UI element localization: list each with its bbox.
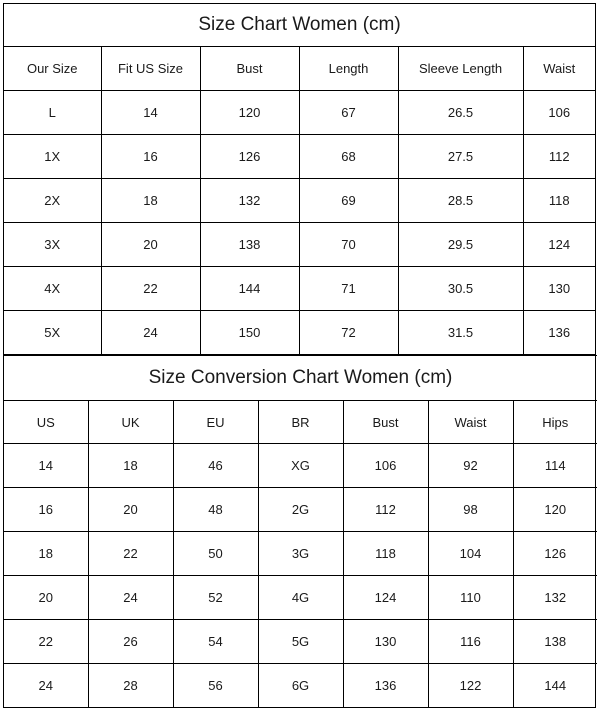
table-cell: 18: [88, 444, 173, 488]
table-cell: 120: [513, 488, 597, 532]
table-cell: 54: [173, 620, 258, 664]
table-row: [4, 91, 595, 135]
size-chart-header-row: [4, 47, 595, 91]
table-cell: 16: [101, 135, 200, 179]
table-cell: 118: [343, 532, 428, 576]
table-cell: 136: [523, 311, 595, 355]
table-cell: 2G: [258, 488, 343, 532]
table-cell: 24: [4, 664, 88, 708]
table-row: [4, 576, 597, 620]
table-cell: 122: [428, 664, 513, 708]
table-cell: 3X: [4, 223, 101, 267]
column-header: Length: [299, 47, 398, 91]
table-cell: 26: [88, 620, 173, 664]
table-cell: 24: [101, 311, 200, 355]
table-cell: 106: [523, 91, 595, 135]
table-cell: 144: [513, 664, 597, 708]
size-chart-title: Size Chart Women (cm): [4, 4, 595, 47]
table-cell: 70: [299, 223, 398, 267]
table-cell: 28.5: [398, 179, 523, 223]
table-cell: L: [4, 91, 101, 135]
table-cell: 52: [173, 576, 258, 620]
table-cell: 22: [101, 267, 200, 311]
table-cell: 132: [200, 179, 299, 223]
table-cell: 130: [523, 267, 595, 311]
table-cell: 20: [4, 576, 88, 620]
table-cell: 2X: [4, 179, 101, 223]
column-header: US: [4, 401, 88, 444]
table-cell: 50: [173, 532, 258, 576]
size-chart-table: [4, 4, 595, 355]
table-row: [4, 444, 597, 488]
size-chart-document: [3, 3, 596, 708]
table-cell: 69: [299, 179, 398, 223]
table-cell: 68: [299, 135, 398, 179]
table-cell: 20: [88, 488, 173, 532]
table-cell: 92: [428, 444, 513, 488]
table-cell: 98: [428, 488, 513, 532]
column-header: Our Size: [4, 47, 101, 91]
table-cell: 3G: [258, 532, 343, 576]
table-cell: 106: [343, 444, 428, 488]
table-cell: 126: [513, 532, 597, 576]
table-cell: 22: [4, 620, 88, 664]
table-cell: 150: [200, 311, 299, 355]
table-cell: 14: [4, 444, 88, 488]
table-cell: 132: [513, 576, 597, 620]
column-header: Hips: [513, 401, 597, 444]
table-cell: 31.5: [398, 311, 523, 355]
table-cell: 126: [200, 135, 299, 179]
table-cell: 118: [523, 179, 595, 223]
table-cell: 18: [101, 179, 200, 223]
table-cell: 136: [343, 664, 428, 708]
column-header: EU: [173, 401, 258, 444]
table-cell: 56: [173, 664, 258, 708]
column-header: Bust: [343, 401, 428, 444]
table-cell: 112: [343, 488, 428, 532]
table-cell: 71: [299, 267, 398, 311]
conversion-chart-title: Size Conversion Chart Women (cm): [4, 356, 597, 401]
table-cell: 67: [299, 91, 398, 135]
column-header: Bust: [200, 47, 299, 91]
table-cell: 46: [173, 444, 258, 488]
table-cell: 20: [101, 223, 200, 267]
table-row: [4, 664, 597, 708]
table-row: [4, 311, 595, 355]
table-cell: 48: [173, 488, 258, 532]
table-cell: 4G: [258, 576, 343, 620]
column-header: Fit US Size: [101, 47, 200, 91]
table-row: [4, 532, 597, 576]
table-cell: 104: [428, 532, 513, 576]
column-header: Waist: [428, 401, 513, 444]
table-cell: 116: [428, 620, 513, 664]
table-cell: 138: [513, 620, 597, 664]
table-cell: 1X: [4, 135, 101, 179]
table-cell: 27.5: [398, 135, 523, 179]
column-header: Waist: [523, 47, 595, 91]
table-cell: 124: [343, 576, 428, 620]
size-chart-title-row: [4, 4, 595, 47]
table-cell: 120: [200, 91, 299, 135]
conversion-chart-table: [4, 355, 597, 707]
table-cell: 114: [513, 444, 597, 488]
table-cell: 4X: [4, 267, 101, 311]
table-cell: 144: [200, 267, 299, 311]
table-row: [4, 488, 597, 532]
table-row: [4, 620, 597, 664]
table-cell: 72: [299, 311, 398, 355]
table-cell: 26.5: [398, 91, 523, 135]
table-cell: 22: [88, 532, 173, 576]
table-cell: 5G: [258, 620, 343, 664]
table-cell: 28: [88, 664, 173, 708]
table-row: [4, 223, 595, 267]
conversion-chart-title-row: [4, 356, 597, 401]
table-cell: 24: [88, 576, 173, 620]
conversion-chart-header-row: [4, 401, 597, 444]
table-row: [4, 267, 595, 311]
table-cell: 110: [428, 576, 513, 620]
table-cell: 6G: [258, 664, 343, 708]
column-header: BR: [258, 401, 343, 444]
table-cell: 30.5: [398, 267, 523, 311]
table-cell: XG: [258, 444, 343, 488]
table-cell: 5X: [4, 311, 101, 355]
table-cell: 18: [4, 532, 88, 576]
column-header: Sleeve Length: [398, 47, 523, 91]
table-cell: 112: [523, 135, 595, 179]
table-row: [4, 135, 595, 179]
table-cell: 16: [4, 488, 88, 532]
table-row: [4, 179, 595, 223]
table-cell: 124: [523, 223, 595, 267]
table-cell: 138: [200, 223, 299, 267]
table-cell: 14: [101, 91, 200, 135]
table-cell: 29.5: [398, 223, 523, 267]
table-cell: 130: [343, 620, 428, 664]
column-header: UK: [88, 401, 173, 444]
